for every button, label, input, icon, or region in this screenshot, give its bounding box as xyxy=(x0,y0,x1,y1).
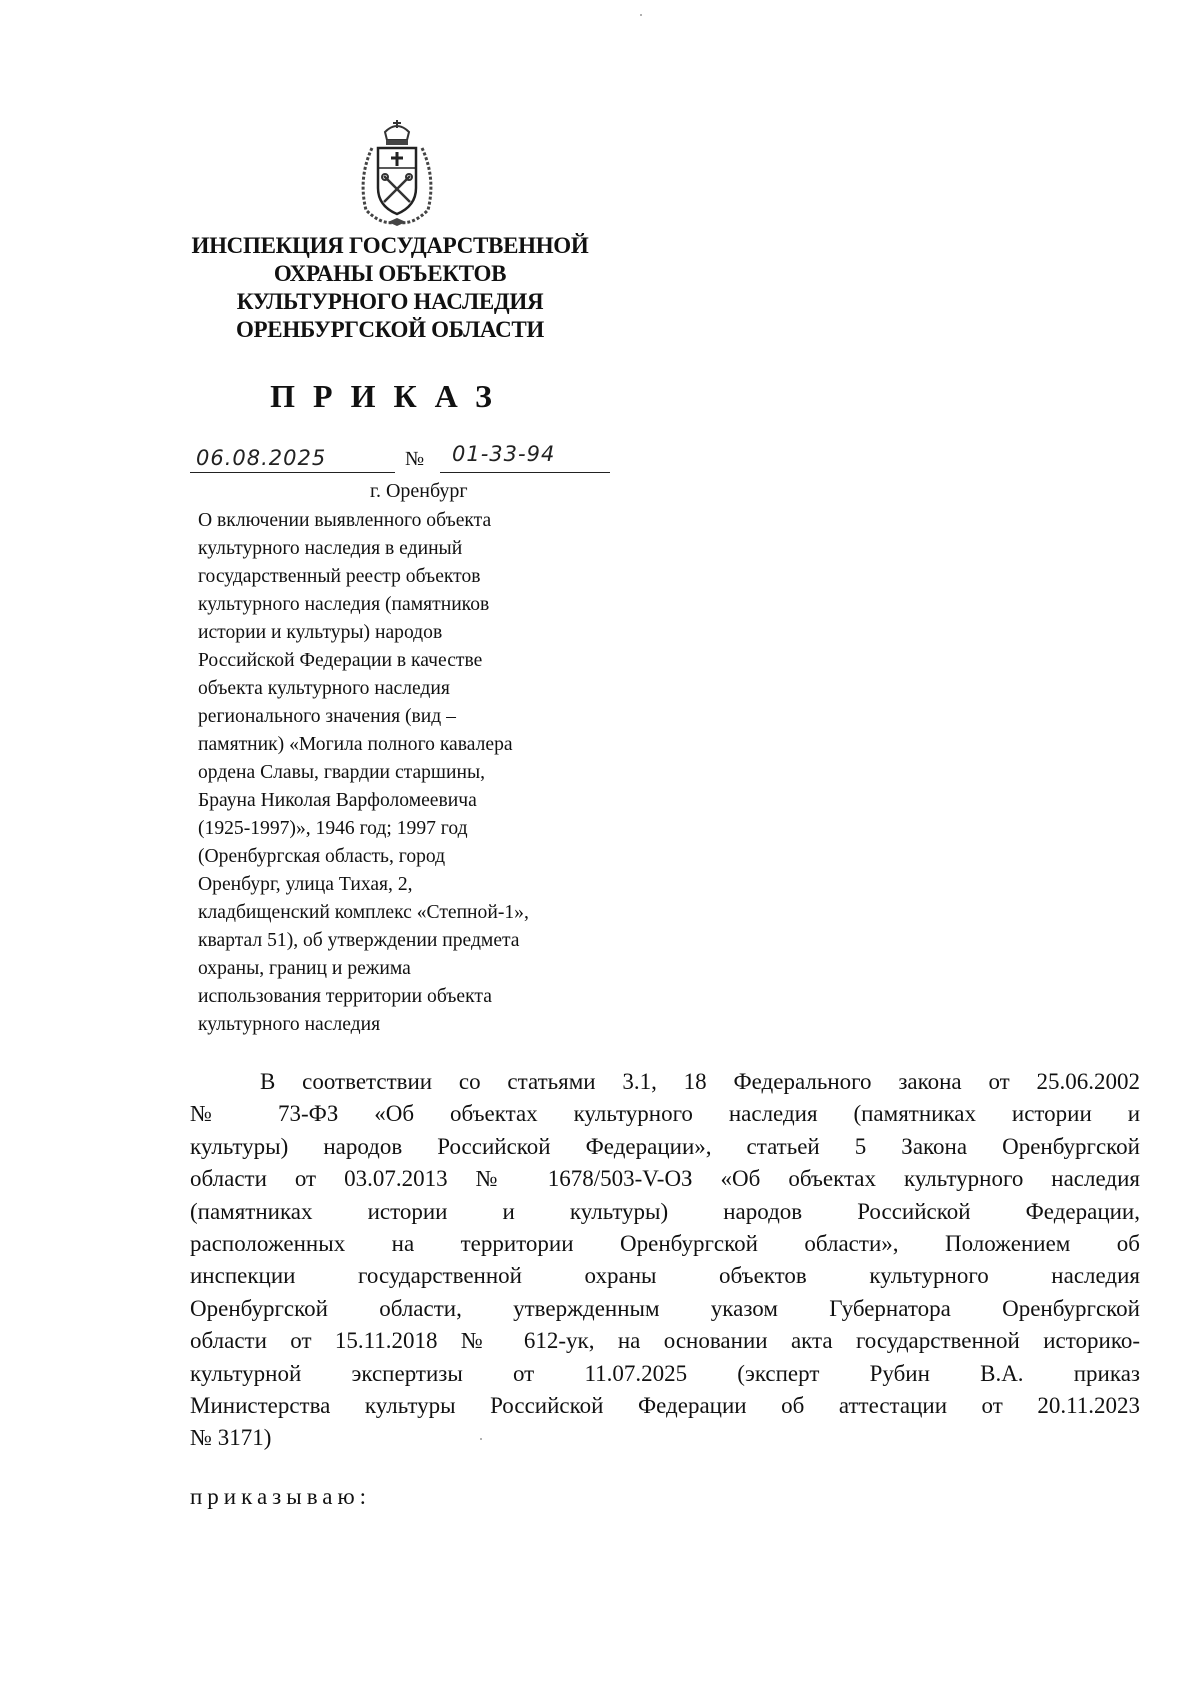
subject-line: Оренбург, улица Тихая, 2, xyxy=(198,874,413,895)
scan-speck xyxy=(640,14,642,16)
body-line: инспекции государственной охраны объектов культурного наследия xyxy=(190,1263,1140,1289)
number-underline xyxy=(440,472,610,473)
subject-line: (Оренбургская область, город xyxy=(198,846,446,867)
order-number: 01-33-94 xyxy=(452,442,556,466)
body-line: (памятниках истории и культуры) народов Российской Федерации, xyxy=(190,1198,1140,1224)
coat-of-arms-icon xyxy=(352,118,442,230)
subject-line: охраны, границ и режима xyxy=(198,958,411,979)
agency-line: КУЛЬТУРНОГО НАСЛЕДИЯ xyxy=(236,289,544,314)
agency-line: ИНСПЕКЦИЯ ГОСУДАРСТВЕННОЙ xyxy=(191,233,589,258)
subject-line: регионального значения (вид – xyxy=(198,706,456,727)
subject-line: О включении выявленного объекта xyxy=(198,510,492,531)
body-line: В соответствии со статьями 3.1, 18 Федерального закона от 25.06.2002 xyxy=(260,1069,1140,1094)
body-line: № 3171) xyxy=(190,1425,272,1451)
body-line: № 73-ФЗ «Об объектах культурного наследия (памятниках истории и xyxy=(190,1101,1140,1127)
body-line: культуры) народов Российской Федерации», статьей 5 Закона Оренбургской xyxy=(190,1133,1140,1159)
subject-line: кладбищенский комплекс «Степной-1», xyxy=(198,902,529,923)
preamble-paragraph xyxy=(190,1066,1140,1455)
body-line: Оренбургской области, утвержденным указом Губернатора Оренбургской xyxy=(190,1295,1140,1321)
city: г. Оренбург xyxy=(370,480,468,502)
subject-line: объекта культурного наследия xyxy=(198,678,450,699)
body-line: расположенных на территории Оренбургской области», Положением об xyxy=(190,1231,1140,1257)
subject-line: государственный реестр объектов xyxy=(198,566,481,587)
scan-speck xyxy=(480,1438,482,1440)
subject-line: квартал 51), об утверждении предмета xyxy=(198,930,520,951)
date-underline xyxy=(190,472,395,473)
order-word: приказываю: xyxy=(190,1484,372,1509)
subject-line: культурного наследия xyxy=(198,1014,381,1035)
subject-line: (1925-1997)», 1946 год; 1997 год xyxy=(198,818,468,839)
document-type-title: ПРИКАЗ xyxy=(270,378,510,414)
agency-line: ОХРАНЫ ОБЪЕКТОВ xyxy=(273,261,507,286)
body-line: культурной экспертизы от 11.07.2025 (эксперт Рубин В.А. приказ xyxy=(190,1360,1140,1386)
subject-line: Брауна Николая Варфоломеевича xyxy=(198,790,477,811)
body-line: области от 03.07.2013 № 1678/503-V-ОЗ «Об объектах культурного наследия xyxy=(190,1166,1140,1192)
subject-line: ордена Славы, гвардии старшины, xyxy=(198,762,486,783)
subject-line: культурного наследия (памятников xyxy=(198,594,490,615)
subject-line: истории и культуры) народов xyxy=(198,622,443,643)
body-line: Министерства культуры Российской Федерации об аттестации от 20.11.2023 xyxy=(190,1393,1140,1419)
number-sign: № xyxy=(405,448,425,470)
subject-line: использования территории объекта xyxy=(198,986,492,1007)
agency-name xyxy=(120,232,660,344)
body-line: области от 15.11.2018 № 612-ук, на основании акта государственной историко- xyxy=(190,1328,1140,1354)
agency-line: ОРЕНБУРГСКОЙ ОБЛАСТИ xyxy=(235,317,545,342)
subject-line: Российской Федерации в качестве xyxy=(198,650,483,671)
subject-line: культурного наследия в единый xyxy=(198,538,463,559)
order-date: 06.08.2025 xyxy=(196,446,327,470)
order-subject xyxy=(198,507,658,1039)
subject-line: памятник) «Могила полного кавалера xyxy=(198,734,513,755)
